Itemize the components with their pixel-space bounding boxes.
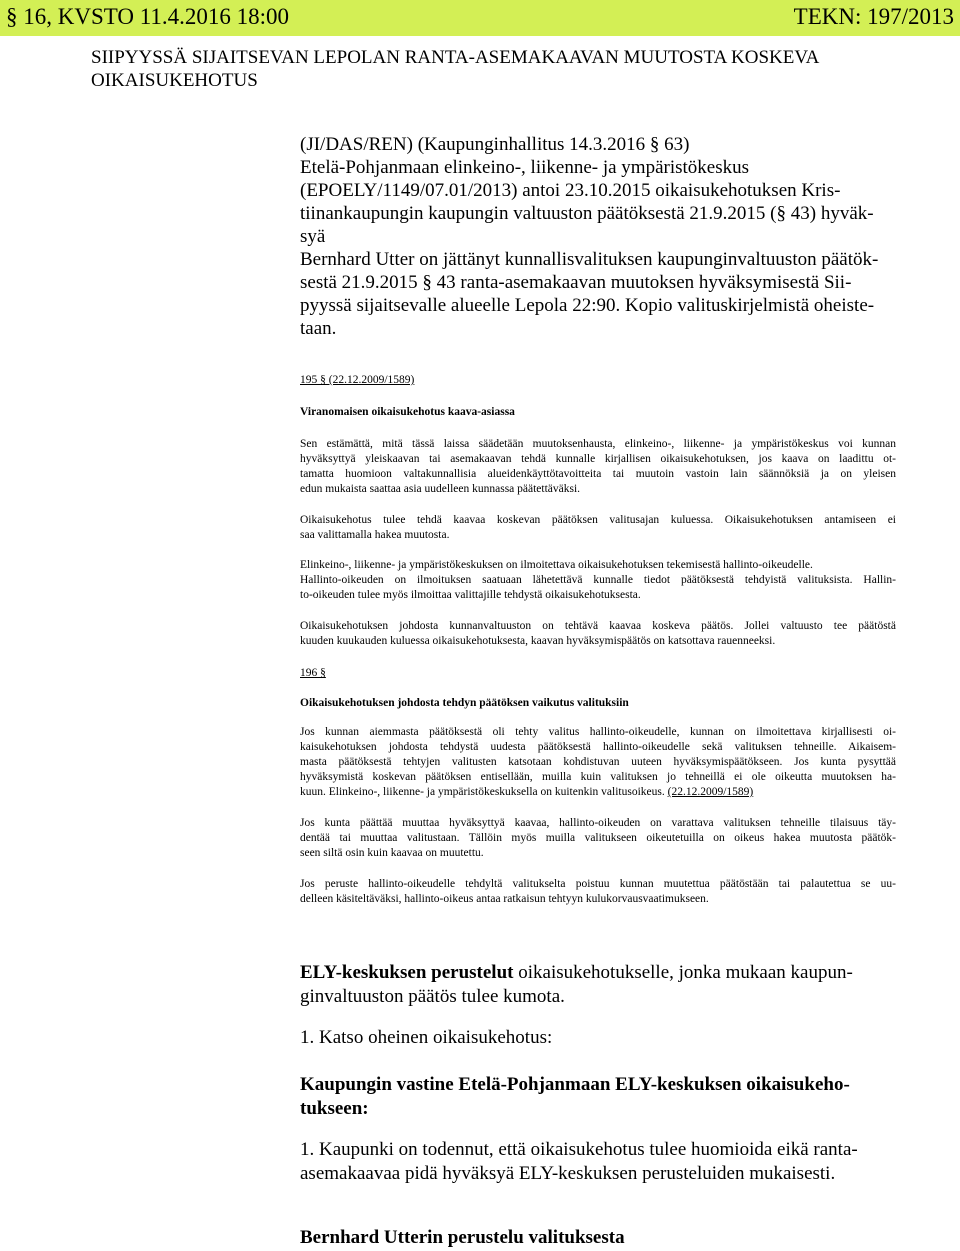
utter-grounds-heading: Bernhard Utterin perustelu valituksesta — [300, 1227, 625, 1248]
meeting-info: § 16, KVSTO 11.4.2016 18:00 — [6, 4, 290, 29]
intro-line: Bernhard Utter on jättänyt kunnallisvalituksen kaupunginvaltuuston päätök- — [300, 249, 879, 270]
section-195-heading: Viranomaisen oikaisukehotus kaava-asiassa — [300, 406, 515, 418]
intro-line: tiinankaupungin kaupungin valtuuston päätöksestä 21.9.2015 (§ 43) hyväk- — [300, 203, 874, 224]
intro-line: (JI/DAS/REN) (Kaupunginhallitus 14.3.2016 § 63) — [300, 134, 690, 155]
section-196-paragraph-2: Jos kunta päättää muuttaa hyväksyttyä kaavaa, hallinto-oikeuden on varattava valituksen tehneille tilaisuus täy- dentää tai muuttaa valitustaan. Tällöin myös muilla valitukseen oikeutetuilla on oikeus hakea muutosta päätök- seen siltä osin kuin kaavaa on muutettu. — [300, 817, 896, 859]
section-196-paragraph-1: Jos kunnan aiemmasta päätöksestä oli tehty valitus hallinto-oikeudelle, kunnan on ilmoitettava kirjallisesti oi- kaisukehotuksen johdosta tehdystä uudesta päätöksestä hallinto-oikeudelle sekä valituksen tehneille. Aikaisem- masta päätöksestä tehtyjen valitusten katsotaan kohdistuvan uuteen hyväksymispäätökseen. Jos kunta pysyttää hyväksymistä koskevan päätöksen entisellään, muilla kuin valituksen jo tehneillä ei ole oikeutta muutoksen ha- kuun. Elinkeino-, liikenne- ja ympäristökeskuksella on kuitenkin valitusoikeus. (22.12.2009/1589) — [300, 726, 896, 798]
section-195-ref: 195 § (22.12.2009/1589) — [300, 374, 415, 386]
section-196-paragraph-3: Jos peruste hallinto-oikeudelle tehdyltä valitukselta poistuu kunnan muutettua päätöstään tai palautettua se uu- delleen käsiteltäväksi, hallinto-oikeus antaa ratkaisun tehtyyn kulukorvausvaatimukseen. — [300, 878, 896, 905]
case-number: TEKN: 197/2013 — [793, 4, 954, 29]
title-line: SIIPYYSSÄ SIJAITSEVAN LEPOLAN RANTA-ASEMAKAAVAN MUUTOSTA KOSKEVA — [91, 47, 820, 68]
section-195-paragraph-3: Elinkeino-, liikenne- ja ympäristökeskuksen on ilmoitettava oikaisukehotuksen tekemisestä hallinto-oikeudelle. Hallinto-oikeuden on ilmoituksen saatuaan lähetettävä kunnalle tiedot päätöksestä tehdyistä valituksista. Hallin- to-oikeuden tulee myös ilmoittaa valittajille tehdystä oikaisukehotuksesta. — [300, 559, 896, 601]
document-title — [91, 46, 891, 92]
intro-line: (EPOELY/1149/07.01/2013) antoi 23.10.2015 oikaisukehotuksen Kris- — [300, 180, 841, 201]
intro-line: taan. — [300, 318, 337, 339]
section-195-paragraph-1: Sen estämättä, mitä tässä laissa säädetään muutoksenhausta, elinkeino-, liikenne- ja ympäristökeskus voi kunnan hyväksyttyä yleiskaavan tai asemakaavan tehdä kunnalle kirjallisen oikaisukehotuksen, jos kaava on laadittu ot- tamatta huomioon valtakunnallisia alueidenkäyttötavoitteita tai muutoin vastoin lain säännöksiä ja on yleisen edun mukaista saattaa asia uudelleen kunnassa päätettäväksi. — [300, 438, 896, 495]
item-1: 1. Katso oheinen oikaisukehotus: — [300, 1027, 553, 1048]
section-195-paragraph-2: Oikaisukehotus tulee tehdä kaavaa koskevan päätöksen valitusajan kuluessa. Oikaisukehotuksen antamiseen ei saa valittamalla hakea muutosta. — [300, 514, 896, 541]
ely-grounds-label: ELY-keskuksen perustelut — [300, 962, 514, 983]
reply-item-1: 1. Kaupunki on todennut, että oikaisukehotus tulee huomioida eikä ranta- asemakaavaa pidä hyväksyä ELY-keskuksen perusteluiden mukaisesti. — [300, 1139, 858, 1184]
amendment-ref: (22.12.2009/1589) — [667, 786, 754, 798]
intro-line: syä — [300, 226, 326, 247]
intro-line: pyyssä sijaitsevalle alueelle Lepola 22:90. Kopio valituskirjelmistä oheiste- — [300, 295, 875, 316]
intro-line: Etelä-Pohjanmaan elinkeino-, liikenne- ja ympäristökeskus — [300, 157, 750, 178]
header-bar — [0, 0, 960, 36]
section-196-ref: 196 § — [300, 667, 326, 679]
intro-paragraph — [300, 133, 900, 340]
section-195-paragraph-4: Oikaisukehotuksen johdosta kunnanvaltuuston on tehtävä kaavaa koskeva päätös. Jollei valtuusto tee päätöstä kuuden kuukauden kuluessa oikaisukehotuksesta, kaavan hyväksymispäätös on katsottava rauenneeksi. — [300, 620, 896, 647]
section-196-heading: Oikaisukehotuksen johdosta tehdyn päätöksen vaikutus valituksiin — [300, 697, 629, 709]
intro-line: sestä 21.9.2015 § 43 ranta-asemakaavan muutoksen hyväksymisestä Sii- — [300, 272, 852, 293]
ely-grounds-paragraph: ELY-keskuksen perustelut oikaisukehotukselle, jonka mukaan kaupun- ginvaltuuston päätös tulee kumota. — [300, 962, 853, 1007]
reply-heading: Kaupungin vastine Etelä-Pohjanmaan ELY-keskuksen oikaisukeho- tukseen: — [300, 1074, 850, 1119]
title-line: OIKAISUKEHOTUS — [91, 70, 258, 91]
